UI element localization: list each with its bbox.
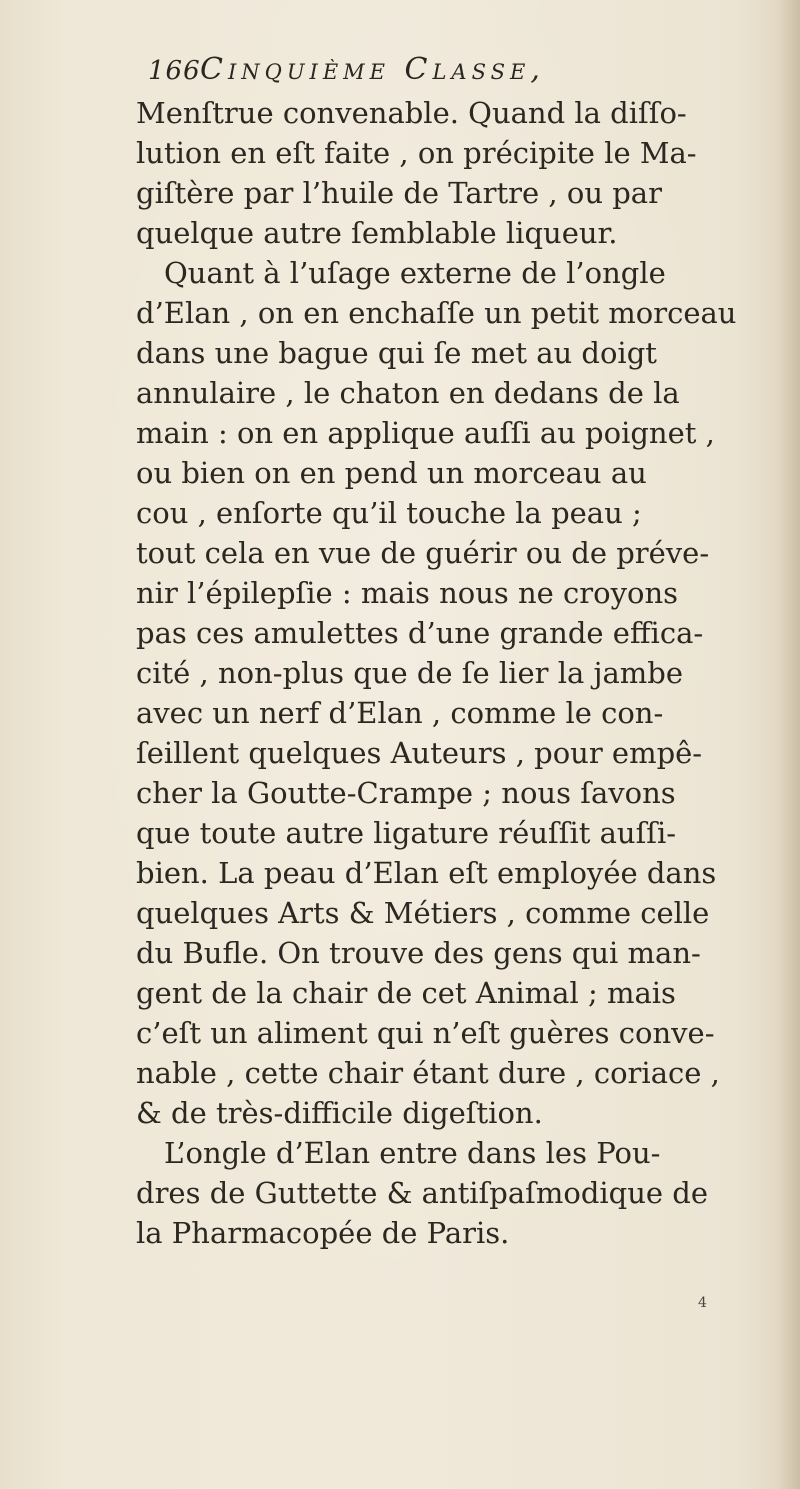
text-line: que toute autre ligature réuſſit auſſi- [136, 816, 677, 850]
text-line: d’Elan , on en enchaſſe un petit morceau [136, 296, 737, 330]
page-fold-shadow [778, 0, 800, 1489]
signature-mark: 4 [698, 1295, 707, 1311]
text-line: avec un nerf d’Elan , comme le con- [136, 696, 664, 730]
text-line: giſtère par l’huile de Tartre , ou par [136, 176, 662, 210]
text-line: ou bien on en pend un morceau au [136, 456, 647, 490]
page-number: 166 [148, 56, 201, 86]
text-line: annulaire , le chaton en dedans de la [136, 376, 680, 410]
text-line: cher la Goutte-Crampe ; nous ſavons [136, 776, 676, 810]
text-line: tout cela en vue de guérir ou de préve- [136, 536, 710, 570]
text-line: lution en eſt faite , on précipite le Ma- [136, 136, 697, 170]
text-line: la Pharmacopée de Paris. [136, 1216, 510, 1250]
text-line: c’eſt un aliment qui n’eſt guères conve- [136, 1016, 715, 1050]
text-line: & de très-difficile digeſtion. [136, 1096, 543, 1130]
text-line: quelque autre ſemblable liqueur. [136, 216, 618, 250]
text-line: cou , enſorte qu’il touche la peau ; [136, 496, 642, 530]
text-line: pas ces amulettes d’une grande effica- [136, 616, 704, 650]
text-line: dres de Guttette & antiſpaſmodique de [136, 1176, 709, 1210]
chapter-title: Cinquième Classe, [200, 52, 545, 87]
text-line: cité , non-plus que de ſe lier la jambe [136, 656, 683, 690]
text-line: L’ongle d’Elan entre dans les Pou- [164, 1136, 661, 1170]
text-line: nir l’épilepſie : mais nous ne croyons [136, 576, 679, 610]
text-line: nable , cette chair étant dure , coriace , [136, 1056, 720, 1090]
text-line: Quant à l’uſage externe de l’ongle [164, 256, 666, 290]
running-head [148, 52, 748, 96]
text-line: dans une bague qui ſe met au doigt [136, 336, 657, 370]
text-line: ſeillent quelques Auteurs , pour empê- [136, 736, 703, 770]
text-line: du Bufle. On trouve des gens qui man- [136, 936, 701, 970]
text-line: gent de la chair de cet Animal ; mais [136, 976, 676, 1010]
text-line: main : on en applique auſſi au poignet , [136, 416, 715, 450]
text-line: Menſtrue convenable. Quand la diſſo- [136, 96, 687, 130]
text-line: bien. La peau d’Elan eſt employée dans [136, 856, 717, 890]
text-line: quelques Arts & Métiers , comme celle [136, 896, 710, 930]
